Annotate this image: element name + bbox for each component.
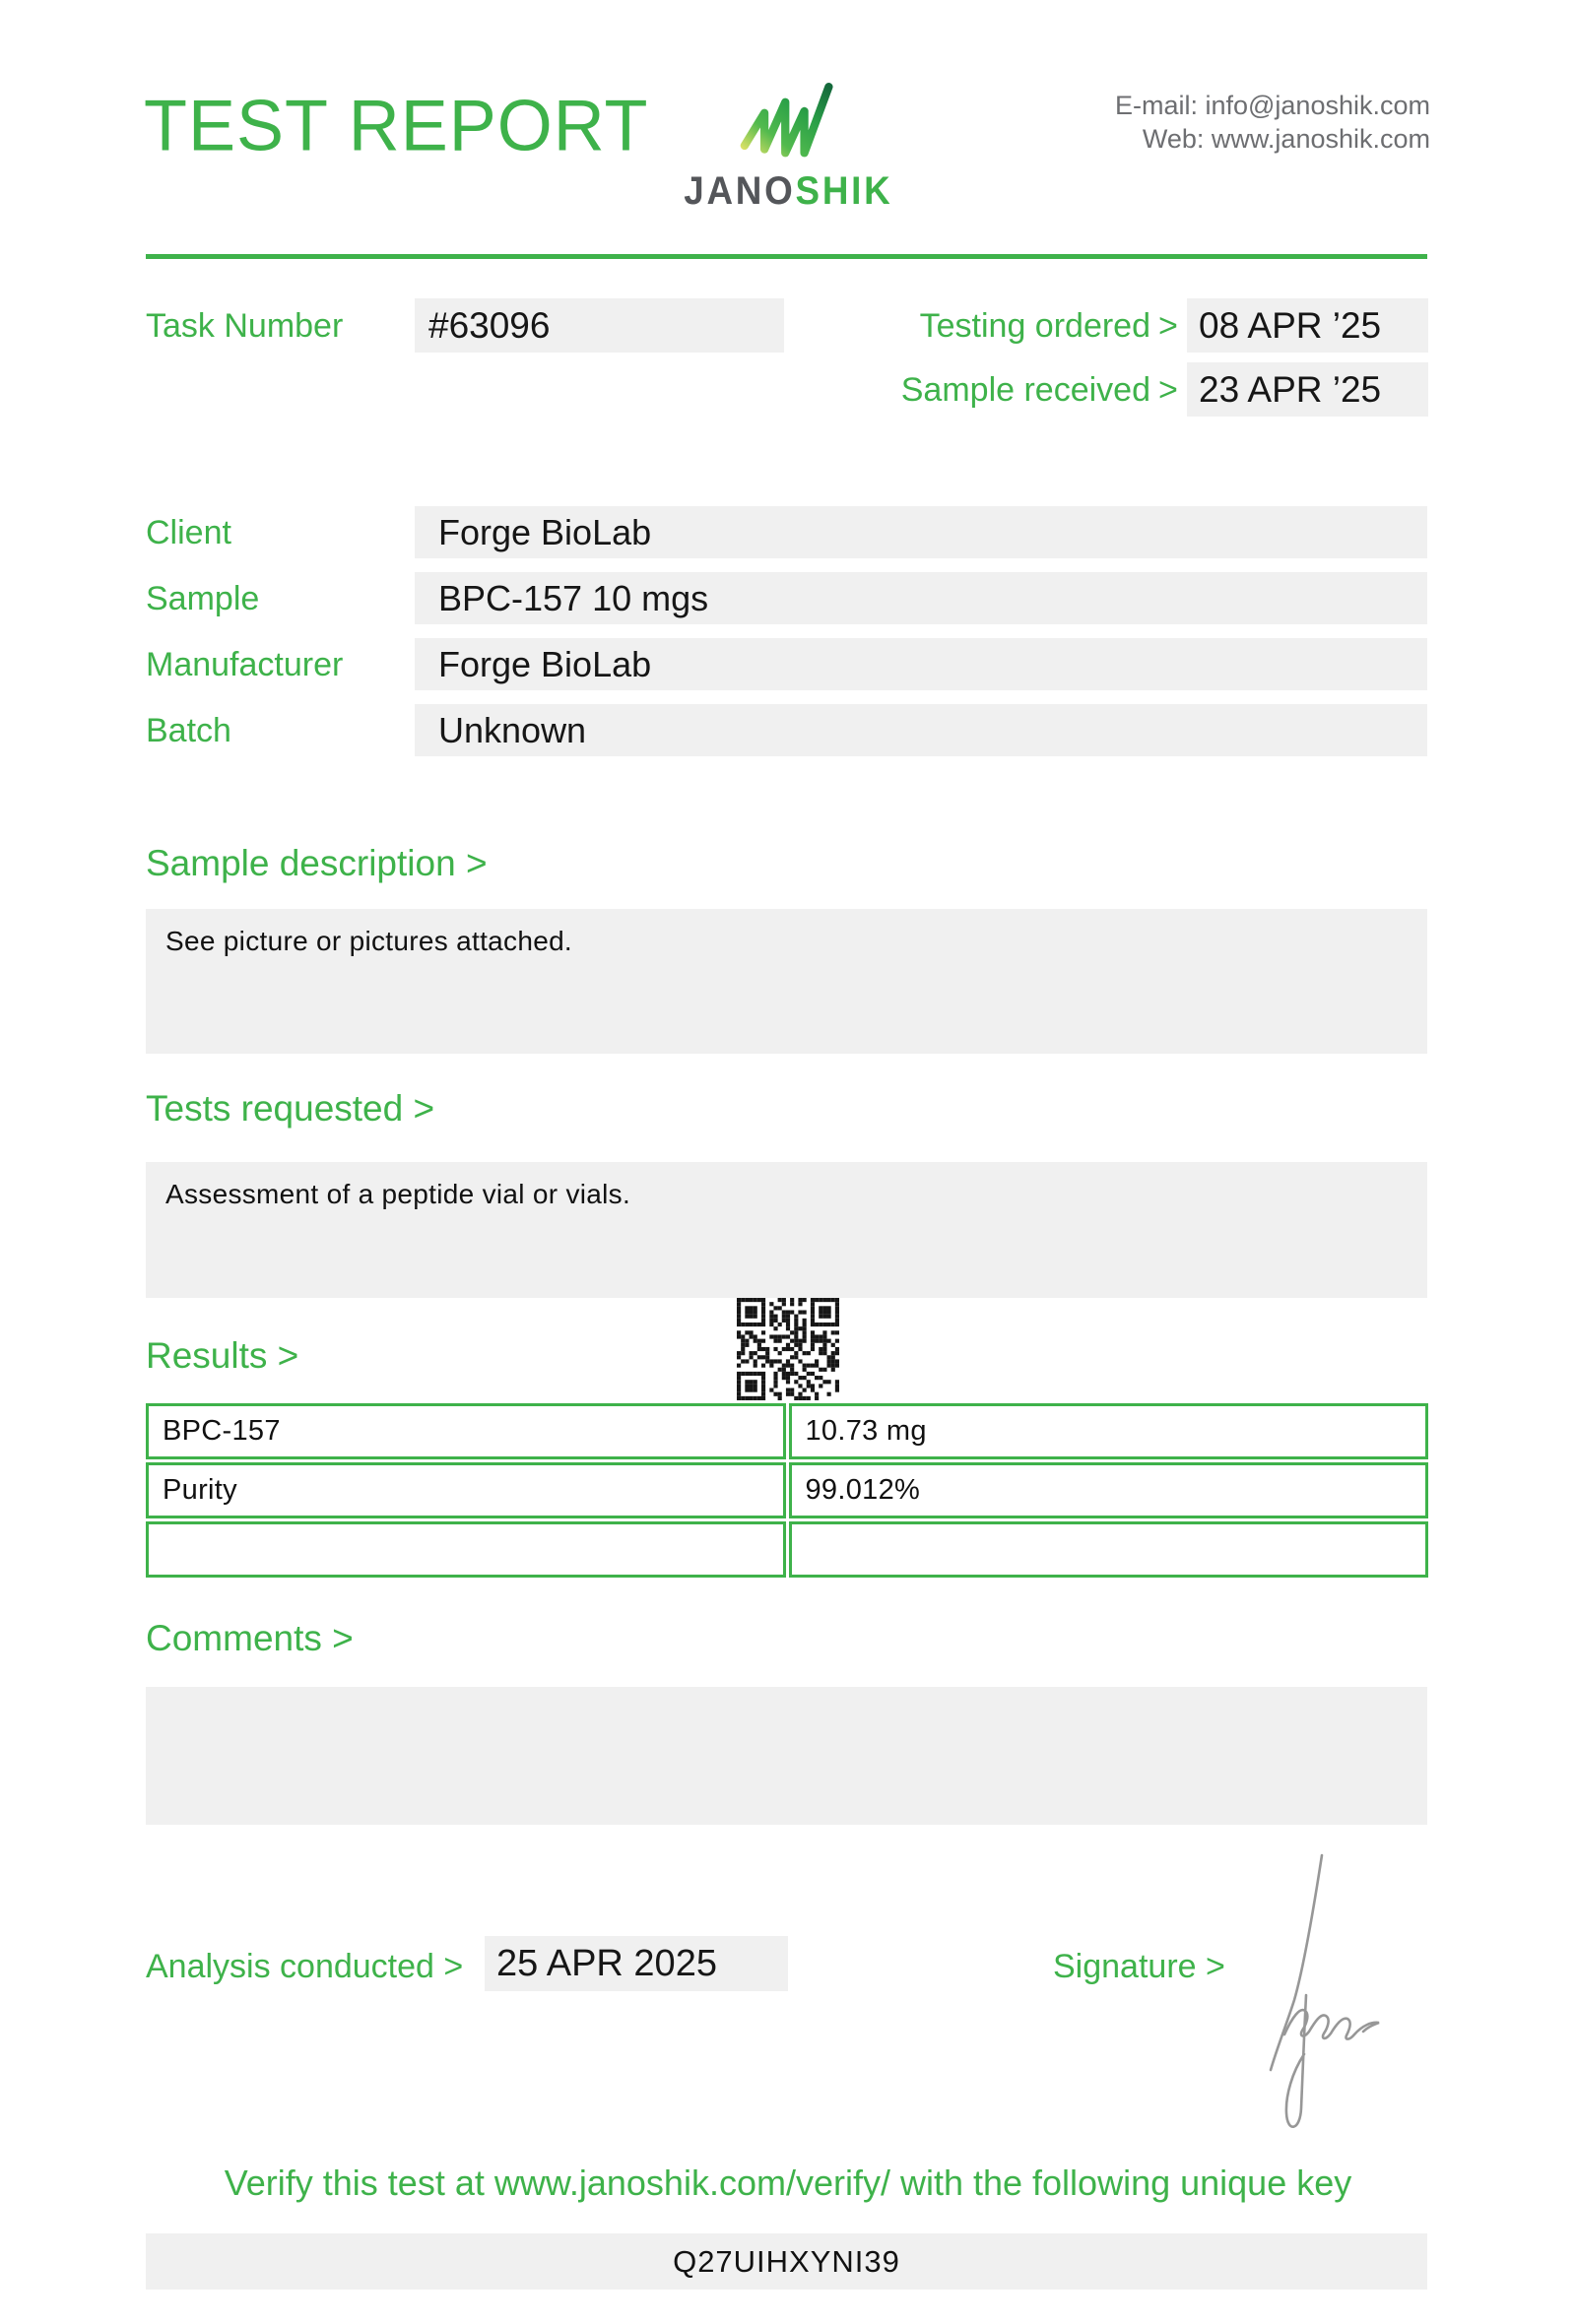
comments-box — [146, 1687, 1427, 1825]
batch-value: Unknown — [415, 704, 1427, 756]
detail-row-batch — [146, 704, 1427, 756]
task-number-value: #63096 — [415, 298, 784, 353]
client-label: Client — [146, 514, 231, 551]
signature-image — [1261, 1828, 1507, 2143]
page-title: TEST REPORT — [144, 86, 649, 166]
comments-heading: Comments > — [146, 1618, 354, 1658]
sample-value: BPC-157 10 mgs — [415, 572, 1427, 624]
sample-description-box: See picture or pictures attached. — [146, 909, 1427, 1054]
detail-row-client — [146, 506, 1427, 558]
contact-info — [1115, 89, 1430, 156]
testing-ordered-value: 08 APR ’25 — [1187, 298, 1428, 353]
chevron-right-icon: > — [1158, 371, 1178, 409]
tests-requested-heading: Tests requested > — [146, 1088, 435, 1129]
unique-key-value: Q27UIHXYNI39 — [146, 2233, 1427, 2290]
result-value-cell: 10.73 mg — [789, 1403, 1429, 1459]
verify-instruction: Verify this test at www.janoshik.com/verify/ with the following unique key — [224, 2163, 1352, 2203]
results-table — [146, 1403, 1428, 1578]
client-value: Forge BioLab — [415, 506, 1427, 558]
chevron-right-icon: > — [1158, 307, 1178, 345]
detail-row-sample — [146, 572, 1427, 624]
analysis-conducted-label: Analysis conducted > — [146, 1948, 464, 1985]
analysis-date-value: 25 APR 2025 — [485, 1936, 788, 1991]
manufacturer-label: Manufacturer — [146, 646, 344, 683]
tests-requested-box: Assessment of a peptide vial or vials. — [146, 1162, 1427, 1298]
signature-label: Signature > — [1053, 1948, 1225, 1985]
email-line: E-mail: info@janoshik.com — [1114, 91, 1430, 120]
logo-text-shik: SHIK — [795, 169, 893, 213]
sample-received-label: Sample received — [900, 371, 1150, 409]
detail-row-manufacturer — [146, 638, 1427, 690]
janoshik-logo — [670, 77, 906, 214]
result-name-cell: BPC-157 — [146, 1403, 786, 1459]
header-divider — [146, 254, 1427, 259]
result-value-cell: 99.012% — [789, 1462, 1429, 1518]
sample-description-heading: Sample description > — [146, 843, 488, 883]
testing-ordered-label: Testing ordered — [919, 307, 1150, 345]
result-name-cell — [146, 1521, 786, 1578]
result-name-cell: Purity — [146, 1462, 786, 1518]
manufacturer-value: Forge BioLab — [415, 638, 1427, 690]
sample-received-value: 23 APR ’25 — [1187, 362, 1428, 417]
logo-text-jano: JANO — [683, 169, 796, 213]
task-number-label: Task Number — [146, 307, 344, 345]
results-heading: Results > — [146, 1335, 299, 1376]
trend-chart-icon — [723, 77, 853, 167]
qr-code — [737, 1298, 839, 1400]
batch-label: Batch — [146, 712, 231, 749]
result-value-cell — [789, 1521, 1429, 1578]
web-line: Web: www.janoshik.com — [1142, 124, 1430, 154]
sample-label: Sample — [146, 580, 260, 617]
logo-wordmark — [684, 169, 892, 214]
